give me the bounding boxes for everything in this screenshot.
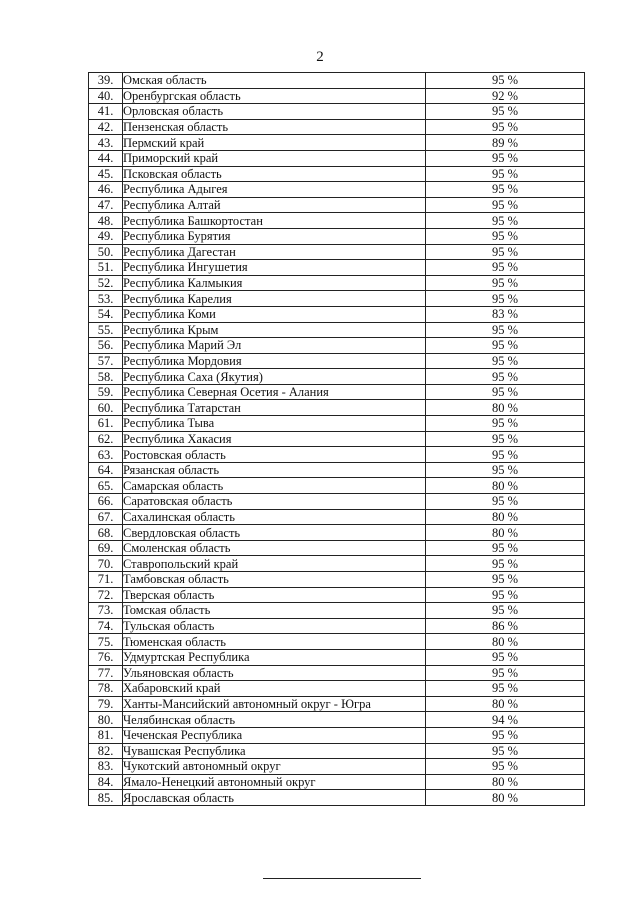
percent-cell: 95 % [426, 665, 585, 681]
region-name-cell: Республика Бурятия [123, 228, 426, 244]
table-row [89, 634, 585, 650]
row-number-cell: 51. [89, 260, 123, 276]
table-row [89, 306, 585, 322]
table-row [89, 681, 585, 697]
region-name-cell: Пермский край [123, 135, 426, 151]
table-row [89, 743, 585, 759]
table-row [89, 712, 585, 728]
table-row [89, 462, 585, 478]
percent-cell: 95 % [426, 322, 585, 338]
table-row [89, 540, 585, 556]
row-number-cell: 71. [89, 572, 123, 588]
row-number-cell: 77. [89, 665, 123, 681]
region-name-cell: Томская область [123, 603, 426, 619]
percent-cell: 95 % [426, 572, 585, 588]
percent-cell: 80 % [426, 790, 585, 806]
row-number-cell: 50. [89, 244, 123, 260]
percent-cell: 92 % [426, 88, 585, 104]
region-name-cell: Приморский край [123, 150, 426, 166]
percent-cell: 95 % [426, 743, 585, 759]
percent-cell: 95 % [426, 462, 585, 478]
table-row [89, 509, 585, 525]
table-row [89, 369, 585, 385]
percent-cell: 95 % [426, 338, 585, 354]
region-name-cell: Чеченская Республика [123, 727, 426, 743]
row-number-cell: 63. [89, 447, 123, 463]
page-number: 2 [316, 49, 324, 65]
region-name-cell: Республика Коми [123, 306, 426, 322]
table-row [89, 104, 585, 120]
percent-cell: 95 % [426, 166, 585, 182]
percent-cell: 95 % [426, 182, 585, 198]
region-name-cell: Республика Дагестан [123, 244, 426, 260]
percent-cell: 95 % [426, 197, 585, 213]
row-number-cell: 48. [89, 213, 123, 229]
row-number-cell: 75. [89, 634, 123, 650]
regions-table [88, 72, 585, 806]
row-number-cell: 66. [89, 494, 123, 510]
row-number-cell: 85. [89, 790, 123, 806]
percent-cell: 80 % [426, 525, 585, 541]
table-row [89, 213, 585, 229]
row-number-cell: 84. [89, 774, 123, 790]
region-name-cell: Республика Северная Осетия - Алания [123, 384, 426, 400]
table-row [89, 400, 585, 416]
table-row [89, 587, 585, 603]
percent-cell: 80 % [426, 478, 585, 494]
region-name-cell: Свердловская область [123, 525, 426, 541]
region-name-cell: Республика Саха (Якутия) [123, 369, 426, 385]
table-row [89, 119, 585, 135]
region-name-cell: Республика Адыгея [123, 182, 426, 198]
row-number-cell: 80. [89, 712, 123, 728]
row-number-cell: 70. [89, 556, 123, 572]
row-number-cell: 54. [89, 306, 123, 322]
region-name-cell: Ульяновская область [123, 665, 426, 681]
table-row [89, 759, 585, 775]
row-number-cell: 57. [89, 353, 123, 369]
region-name-cell: Оренбургская область [123, 88, 426, 104]
row-number-cell: 74. [89, 618, 123, 634]
table-row [89, 494, 585, 510]
table-row [89, 197, 585, 213]
table-row [89, 665, 585, 681]
percent-cell: 95 % [426, 260, 585, 276]
region-name-cell: Ставропольский край [123, 556, 426, 572]
table-row [89, 244, 585, 260]
row-number-cell: 64. [89, 462, 123, 478]
table-row [89, 556, 585, 572]
row-number-cell: 81. [89, 727, 123, 743]
percent-cell: 95 % [426, 759, 585, 775]
region-name-cell: Ханты-Мансийский автономный округ - Югра [123, 696, 426, 712]
row-number-cell: 79. [89, 696, 123, 712]
percent-cell: 80 % [426, 774, 585, 790]
table-row [89, 790, 585, 806]
percent-cell: 80 % [426, 696, 585, 712]
table-row [89, 260, 585, 276]
region-name-cell: Смоленская область [123, 540, 426, 556]
row-number-cell: 40. [89, 88, 123, 104]
row-number-cell: 42. [89, 119, 123, 135]
percent-cell: 95 % [426, 540, 585, 556]
region-name-cell: Ямало-Ненецкий автономный округ [123, 774, 426, 790]
percent-cell: 80 % [426, 400, 585, 416]
row-number-cell: 45. [89, 166, 123, 182]
row-number-cell: 61. [89, 416, 123, 432]
table-row [89, 182, 585, 198]
row-number-cell: 53. [89, 291, 123, 307]
row-number-cell: 73. [89, 603, 123, 619]
row-number-cell: 55. [89, 322, 123, 338]
region-name-cell: Республика Ингушетия [123, 260, 426, 276]
region-name-cell: Псковская область [123, 166, 426, 182]
percent-cell: 95 % [426, 73, 585, 89]
percent-cell: 95 % [426, 353, 585, 369]
region-name-cell: Чувашская Республика [123, 743, 426, 759]
percent-cell: 95 % [426, 384, 585, 400]
row-number-cell: 49. [89, 228, 123, 244]
table-row [89, 150, 585, 166]
table-row [89, 696, 585, 712]
region-name-cell: Республика Марий Эл [123, 338, 426, 354]
row-number-cell: 56. [89, 338, 123, 354]
row-number-cell: 60. [89, 400, 123, 416]
row-number-cell: 47. [89, 197, 123, 213]
region-name-cell: Республика Тыва [123, 416, 426, 432]
percent-cell: 95 % [426, 291, 585, 307]
row-number-cell: 62. [89, 431, 123, 447]
row-number-cell: 67. [89, 509, 123, 525]
region-name-cell: Саратовская область [123, 494, 426, 510]
row-number-cell: 72. [89, 587, 123, 603]
percent-cell: 95 % [426, 104, 585, 120]
region-name-cell: Самарская область [123, 478, 426, 494]
table-row [89, 88, 585, 104]
percent-cell: 95 % [426, 119, 585, 135]
row-number-cell: 52. [89, 275, 123, 291]
percent-cell: 95 % [426, 603, 585, 619]
row-number-cell: 44. [89, 150, 123, 166]
region-name-cell: Тамбовская область [123, 572, 426, 588]
region-name-cell: Республика Калмыкия [123, 275, 426, 291]
region-name-cell: Республика Хакасия [123, 431, 426, 447]
percent-cell: 95 % [426, 228, 585, 244]
region-name-cell: Тверская область [123, 587, 426, 603]
row-number-cell: 83. [89, 759, 123, 775]
table-row [89, 727, 585, 743]
percent-cell: 94 % [426, 712, 585, 728]
region-name-cell: Челябинская область [123, 712, 426, 728]
table-row [89, 322, 585, 338]
region-name-cell: Тюменская область [123, 634, 426, 650]
region-name-cell: Республика Татарстан [123, 400, 426, 416]
row-number-cell: 76. [89, 649, 123, 665]
table-row [89, 572, 585, 588]
row-number-cell: 59. [89, 384, 123, 400]
table-row [89, 774, 585, 790]
table-row [89, 603, 585, 619]
row-number-cell: 82. [89, 743, 123, 759]
row-number-cell: 46. [89, 182, 123, 198]
region-name-cell: Орловская область [123, 104, 426, 120]
percent-cell: 95 % [426, 431, 585, 447]
percent-cell: 95 % [426, 681, 585, 697]
percent-cell: 95 % [426, 244, 585, 260]
table-row [89, 649, 585, 665]
table-row [89, 618, 585, 634]
percent-cell: 80 % [426, 634, 585, 650]
percent-cell: 95 % [426, 727, 585, 743]
region-name-cell: Пензенская область [123, 119, 426, 135]
table-row [89, 353, 585, 369]
region-name-cell: Республика Башкортостан [123, 213, 426, 229]
percent-cell: 95 % [426, 213, 585, 229]
region-name-cell: Ярославская область [123, 790, 426, 806]
table-row [89, 431, 585, 447]
percent-cell: 89 % [426, 135, 585, 151]
row-number-cell: 58. [89, 369, 123, 385]
percent-cell: 95 % [426, 587, 585, 603]
region-name-cell: Рязанская область [123, 462, 426, 478]
row-number-cell: 43. [89, 135, 123, 151]
percent-cell: 95 % [426, 416, 585, 432]
region-name-cell: Ростовская область [123, 447, 426, 463]
row-number-cell: 68. [89, 525, 123, 541]
percent-cell: 95 % [426, 150, 585, 166]
region-name-cell: Сахалинская область [123, 509, 426, 525]
table-row [89, 447, 585, 463]
region-name-cell: Республика Алтай [123, 197, 426, 213]
percent-cell: 95 % [426, 649, 585, 665]
table-row [89, 384, 585, 400]
percent-cell: 95 % [426, 494, 585, 510]
region-name-cell: Удмуртская Республика [123, 649, 426, 665]
percent-cell: 83 % [426, 306, 585, 322]
percent-cell: 86 % [426, 618, 585, 634]
region-name-cell: Чукотский автономный округ [123, 759, 426, 775]
table-row [89, 416, 585, 432]
row-number-cell: 65. [89, 478, 123, 494]
region-name-cell: Республика Карелия [123, 291, 426, 307]
percent-cell: 95 % [426, 275, 585, 291]
region-name-cell: Омская область [123, 73, 426, 89]
percent-cell: 95 % [426, 369, 585, 385]
row-number-cell: 69. [89, 540, 123, 556]
table-row [89, 166, 585, 182]
row-number-cell: 41. [89, 104, 123, 120]
region-name-cell: Хабаровский край [123, 681, 426, 697]
percent-cell: 95 % [426, 556, 585, 572]
row-number-cell: 39. [89, 73, 123, 89]
percent-cell: 80 % [426, 509, 585, 525]
table-row [89, 73, 585, 89]
table-row [89, 275, 585, 291]
regions-table-body [89, 73, 585, 806]
region-name-cell: Республика Крым [123, 322, 426, 338]
footer-divider [263, 878, 421, 879]
table-row [89, 291, 585, 307]
table-row [89, 525, 585, 541]
table-row [89, 228, 585, 244]
region-name-cell: Республика Мордовия [123, 353, 426, 369]
percent-cell: 95 % [426, 447, 585, 463]
region-name-cell: Тульская область [123, 618, 426, 634]
table-row [89, 478, 585, 494]
row-number-cell: 78. [89, 681, 123, 697]
table-row [89, 135, 585, 151]
table-row [89, 338, 585, 354]
